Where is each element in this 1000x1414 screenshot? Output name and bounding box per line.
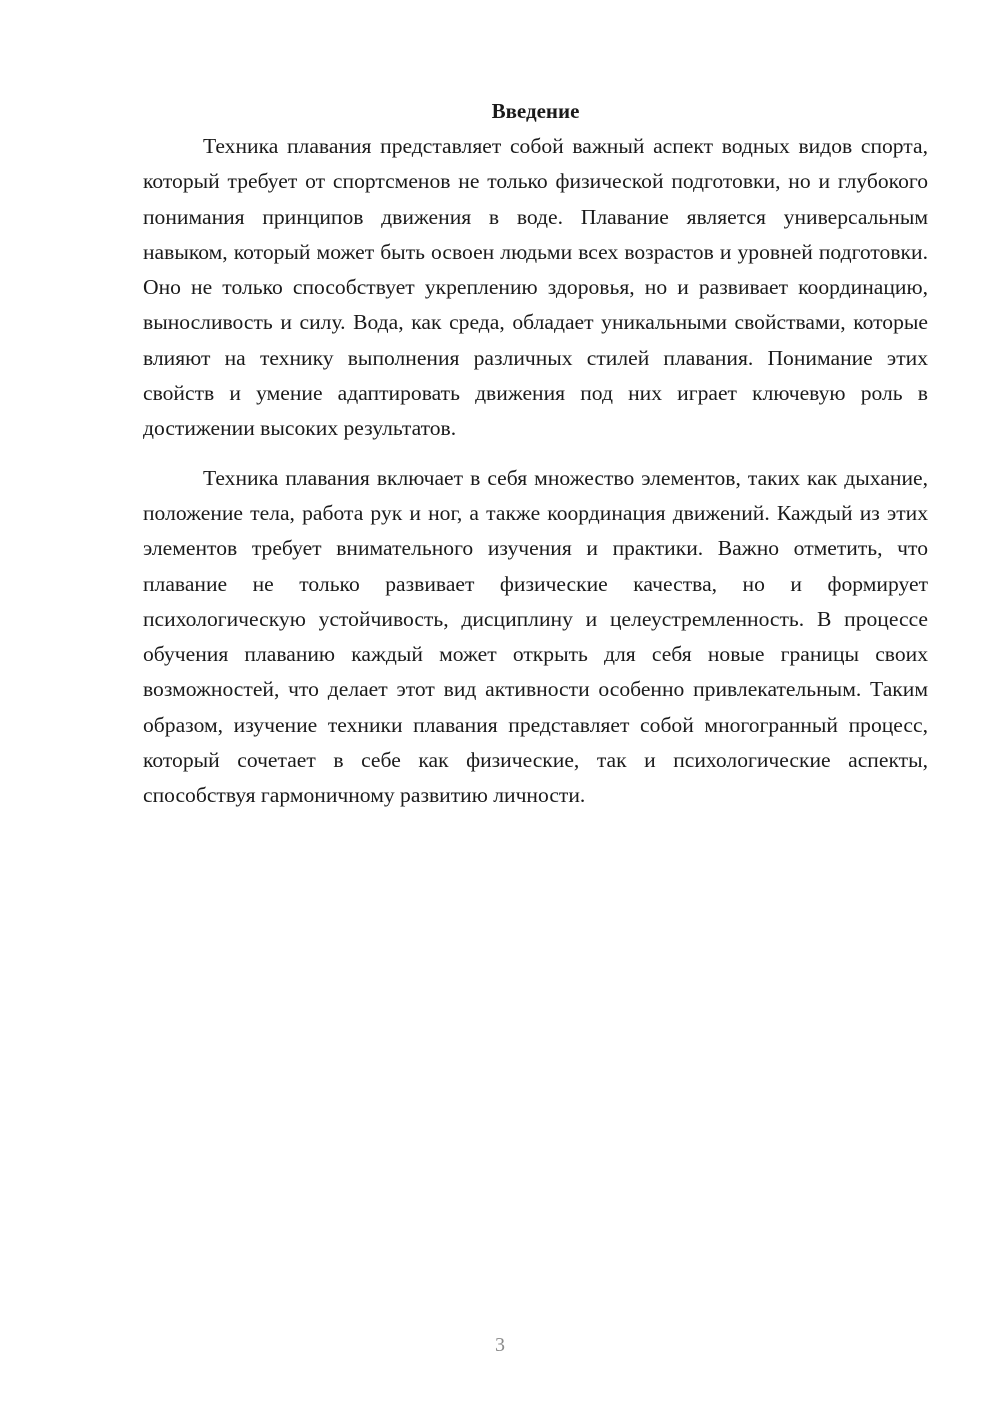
- section-heading: Введение: [491, 99, 580, 123]
- page-number: 3: [495, 1334, 505, 1356]
- page-content: [143, 96, 928, 814]
- paragraph-2: Техника плавания включает в себя множество элементов, таких как дыхание, положение тела, работа рук и ног, а также координация движений. Каждый из этих элементов требует внимательного изучения и практики. Важно отметить, что плавание не только развивает физические качества, но и формирует психологическую устойчивость, дисциплину и целеустремленность. В процессе обучения плаванию каждый может открыть для себя новые границы своих возможностей, что делает этот вид активности особенно привлекательным. Таким образом, изучение техники плавания представляет собой многогранный процесс, который сочетает в себе как физические, так и психологические аспекты, способствуя гармоничному развитию личности.: [143, 465, 928, 808]
- paragraph-1: Техника плавания представляет собой важный аспект водных видов спорта, который требует от спортсменов не только физической подготовки, но и глубокого понимания принципов движения в воде. Плавание является универсальным навыком, который может быть освоен людьми всех возрастов и уровней подготовки. Оно не только способствует укреплению здоровья, но и развивает координацию, выносливость и силу. Вода, как среда, обладает уникальными свойствами, которые влияют на технику выполнения различных стилей плавания. Понимание этих свойств и умение адаптировать движения под них играет ключевую роль в достижении высоких результатов.: [143, 134, 928, 441]
